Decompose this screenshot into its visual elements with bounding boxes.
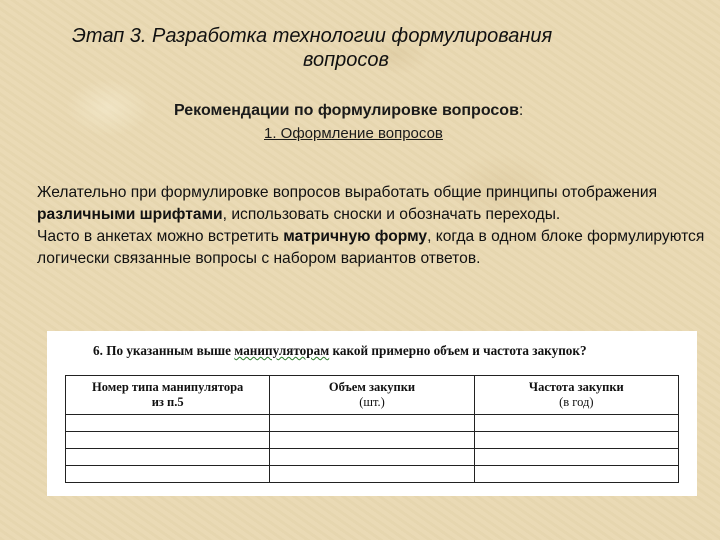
recommendations-heading	[174, 100, 523, 122]
column-header-type-line2: из п.5	[151, 395, 184, 409]
table-cell	[270, 432, 474, 449]
column-header-volume-line1: Объем закупки	[328, 380, 416, 394]
question-underlined-word: манипуляторам	[234, 343, 330, 358]
table-row	[66, 432, 679, 449]
table-cell	[66, 432, 270, 449]
column-header-frequency-line1: Частота закупки	[528, 380, 624, 394]
table-header-row	[66, 376, 679, 415]
question-text-2: какой примерно объем и частота закупок?	[329, 343, 587, 358]
table-cell	[66, 415, 270, 432]
question-text-1: 6. По указанным выше	[93, 343, 235, 358]
table-cell	[66, 466, 270, 483]
paragraph-fonts-text-2: , использовать сноски и обозначать переходы.	[222, 206, 561, 223]
column-header-frequency-line2: (в год)	[559, 395, 594, 409]
questionnaire-table	[65, 375, 679, 483]
paragraph-fonts	[37, 182, 717, 226]
table-cell	[270, 415, 474, 432]
table-cell	[66, 449, 270, 466]
recommendations-heading-colon: :	[518, 102, 524, 119]
table-cell	[270, 449, 474, 466]
slide-title-line2: вопросов	[303, 49, 389, 71]
paragraph-matrix-bold: матричную форму	[283, 228, 428, 245]
questionnaire-image	[47, 331, 697, 496]
recommendations-heading-text: Рекомендации по формулировке вопросов	[174, 102, 519, 119]
slide-title	[60, 24, 660, 72]
column-header-volume-line2: (шт.)	[359, 395, 385, 409]
table-cell	[474, 449, 678, 466]
paragraph-fonts-text-1: Желательно при формулировке вопросов выработать общие принципы отображения	[37, 184, 658, 201]
table-cell	[474, 432, 678, 449]
column-header-frequency	[474, 376, 678, 415]
table-cell	[474, 415, 678, 432]
table-row	[66, 466, 679, 483]
slide-title-line1: Этап 3. Разработка технологии формулирования	[72, 25, 553, 47]
section-link[interactable]: 1. Оформление вопросов	[264, 125, 443, 142]
paragraph-matrix-text-1: Часто в анкетах можно встретить	[37, 228, 284, 245]
table-cell	[474, 466, 678, 483]
paragraph-matrix-text-2: , когда в одном блоке формулируются логически связанные вопросы с набором вариантов ответов.	[37, 228, 705, 267]
table-row	[66, 415, 679, 432]
column-header-type	[66, 376, 270, 415]
table-row	[66, 449, 679, 466]
column-header-type-line1: Номер типа манипулятора	[92, 380, 244, 394]
paragraph-matrix	[37, 226, 717, 270]
table-cell	[270, 466, 474, 483]
paragraph-fonts-bold: различными шрифтами	[37, 206, 223, 223]
questionnaire-question	[93, 343, 587, 359]
column-header-volume	[270, 376, 474, 415]
body-text	[37, 182, 717, 270]
